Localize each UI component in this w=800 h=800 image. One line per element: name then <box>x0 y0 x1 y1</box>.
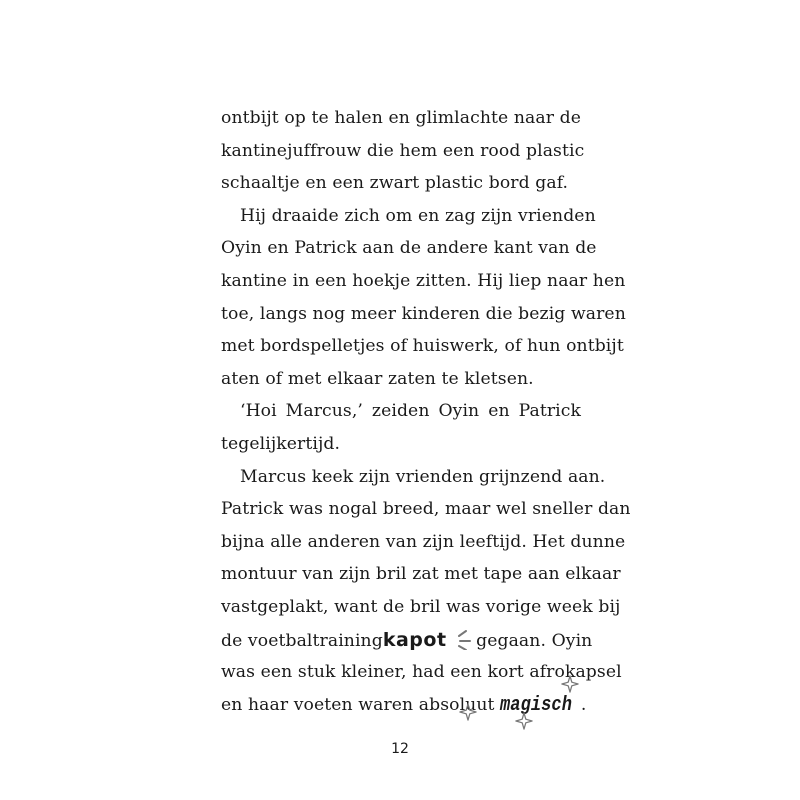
sparkle-star-icon <box>459 703 477 721</box>
text-line: bijna alle anderen van zijn leeftijd. Het dunne <box>221 531 626 552</box>
text-line: kantine in een hoekje zitten. Hij liep naar hen <box>221 270 626 291</box>
decorative-word-kapot: kapot <box>382 628 447 651</box>
text-segment: de voetbaltraining <box>221 630 383 651</box>
text-line: Hij draaide zich om en zag zijn vrienden <box>240 205 596 226</box>
text-line: tegelijkertijd. <box>221 433 341 454</box>
text-line: ‘Hoi Marcus,’ zeiden Oyin en Patrick <box>240 401 581 422</box>
text-line: Marcus keek zijn vrienden grijnzend aan. <box>240 466 606 487</box>
text-segment: . <box>580 694 587 715</box>
book-page-text <box>221 102 631 721</box>
burst-lines-icon <box>454 628 476 650</box>
text-line: schaaltje en een zwart plastic bord gaf. <box>221 173 569 194</box>
text-line: montuur van zijn bril zat met tape aan elkaar <box>221 564 621 585</box>
text-line: vastgeplakt, want de bril was vorige week bij <box>221 596 621 617</box>
text-line: Oyin en Patrick aan de andere kant van de <box>221 238 597 259</box>
text-line: ontbijt op te halen en glimlachte naar de <box>221 108 581 128</box>
decorative-word-magisch: magisch <box>500 693 573 717</box>
text-line: met bordspelletjes of huiswerk, of hun ontbijt <box>221 336 624 357</box>
text-line-kapot <box>221 624 593 657</box>
text-segment: en haar voeten waren absoluut <box>221 694 495 715</box>
sparkle-star-icon <box>515 712 533 730</box>
text-line: toe, langs nog meer kinderen die bezig waren <box>221 303 626 324</box>
page-number: 12 <box>391 741 409 757</box>
text-line: was een stuk kleiner, had een kort afrokapsel <box>221 662 622 683</box>
text-line: kantinejuffrouw die hem een rood plastic <box>221 140 585 161</box>
text-segment: gegaan. Oyin <box>476 630 593 651</box>
sparkle-star-icon <box>561 675 579 693</box>
text-line: aten of met elkaar zaten te kletsen. <box>221 368 534 389</box>
kapot-group <box>383 624 476 658</box>
text-line: Patrick was nogal breed, maar wel sneller dan <box>221 499 631 520</box>
